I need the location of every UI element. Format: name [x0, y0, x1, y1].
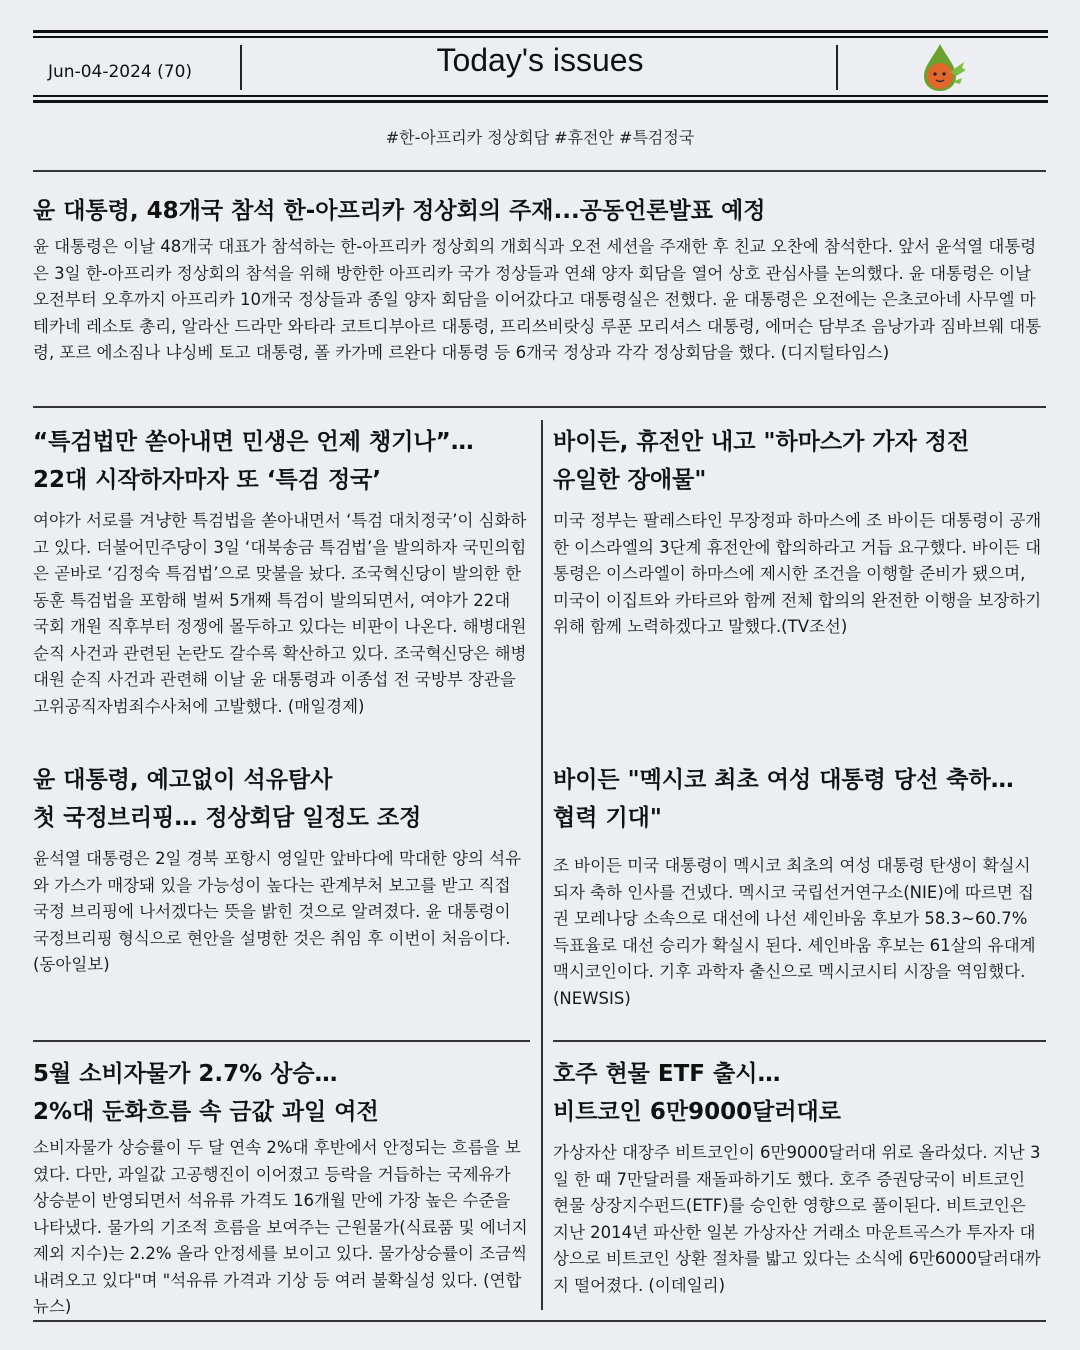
- article-special-counsel-body: 여야가 서로를 겨냥한 특검법을 쏟아내면서 ‘특검 대치정국’이 심화하고 있다. 더불어민주당이 3일 ‘대북송금 특검법’을 발의하자 국민의힘은 곧바로 ‘김정숙 특검법’으로 맞불을 놨다. 조국혁신당이 발의한 한동훈 특검법을 포함해 벌써 5개째 특검이 발의되면서, 여야가 22대 국회 개원 직후부터 정쟁에 몰두하고 있다는 비판이 나온다. 해병대원 순직 사건과 관련된 논란도 갈수록 확산하고 있다. 조국혁신당은 해병대원 순직 사건과 관련해 이날 윤 대통령과 이종섭 전 국방부 장관을 고위공직자범죄수사처에 고발했다. (매일경제): [33, 511, 527, 716]
- article-special-counsel-title-1: “특검법만 쏟아내면 민생은 언제 챙기나”…: [33, 429, 474, 455]
- article-mexico-president: [553, 761, 1046, 1012]
- lead-article-title: 윤 대통령, 48개국 참석 한-아프리카 정상회의 주재...공동언론발표 예정: [33, 198, 766, 224]
- top-rule-thin: [33, 36, 1048, 38]
- header-bottom-rule-thin: [33, 95, 1048, 97]
- article-consumer-prices-title-2: 2%대 둔화흐름 속 금값 과일 여전: [33, 1099, 379, 1125]
- lead-article: [33, 192, 1046, 367]
- left-mid-rule: [33, 1040, 530, 1042]
- article-consumer-prices-body: 소비자물가 상승률이 두 달 연속 2%대 후반에서 안정되는 흐름을 보였다. 다만, 과일값 고공행진이 이어졌고 등락을 거듭하는 국제유가 상승분이 반영되면서 석유류 가격도 16개월 만에 가장 높은 수준을 나타냈다. 물가의 기조적 흐름을 보여주는 근원물가(식료품 및 에너지 제외 지수)는 2.2% 올라 안정세를 보이고 있다. 물가상승률이 조금씩 내려오고 있다"며 "석유류 가격과 기상 등 여러 불확실성 있다. (연합뉴스): [33, 1138, 528, 1316]
- article-mexico-president-title-1: 바이든 "멕시코 최초 여성 대통령 당선 축하…: [553, 767, 1014, 793]
- article-bitcoin-etf-title-2: 비트코인 6만9000달러대로: [553, 1099, 841, 1125]
- issue-date: Jun-04-2024 (70): [48, 62, 193, 82]
- article-bitcoin-etf: [553, 1055, 1046, 1299]
- article-mexico-president-title-2: 협력 기대": [553, 805, 662, 831]
- article-ceasefire-title-1: 바이든, 휴전안 내고 "하마스가 가자 정전: [553, 429, 970, 455]
- article-mexico-president-body: 조 바이든 미국 대통령이 멕시코 최초의 여성 대통령 탄생이 확실시되자 축하 인사를 건넸다. 멕시코 국립선거연구소(NIE)에 따르면 집권 모레나당 소속으로 대선에 나선 셰인바움 후보가 58.3~60.7% 득표율로 대선 승리가 확실시 된다. 셰인바움 후보는 61살의 유대계 맥시코인이다. 기후 과학자 출신으로 멕시코시티 시장을 역임했다. (NEWSIS): [553, 856, 1036, 1008]
- lead-article-body: 윤 대통령은 이날 48개국 대표가 참석하는 한-아프리카 정상회의 개회식과 오전 세션을 주재한 후 친교 오찬에 참석한다. 앞서 윤석열 대통령은 3일 한-아프리카 정상회의 참석을 위해 방한한 아프리카 국가 정상들과 연쇄 양자 회담을 열어 상호 관심사를 논의했다. 윤 대통령은 이날 오전부터 오후까지 아프리카 10개국 정상들과 종일 양자 회담을 이어갔다고 대통령실은 전했다. 윤 대통령은 오전에는 은초코아네 사무엘 마테카네 레소토 총리, 알라산 드라만 와타라 코트디부아르 대통령, 프리쓰비랏싱 루푼 모리셔스 대통령, 에머슨 담부조 음낭가과 짐바브웨 대통령, 포르 에소짐나 냐싱베 토고 대통령, 폴 카가메 르완다 대통령 등 6개국 정상과 각각 정상회담을 했다. (디지털타임스): [33, 237, 1042, 362]
- header-bottom-rule-thick: [33, 100, 1048, 103]
- green-drop-character-icon: [918, 42, 968, 92]
- article-oil-exploration-body: 윤석열 대통령은 2일 경북 포항시 영일만 앞바다에 막대한 양의 석유와 가스가 매장돼 있을 가능성이 높다는 관계부처 보고를 받고 직접 국정 브리핑에 나서겠다는 뜻을 밝힌 것으로 알려졌다. 윤 대통령이 국정브리핑 형식으로 현안을 설명한 것은 취임 후 이번이 처음이다. (동아일보): [33, 849, 522, 974]
- article-oil-exploration: [33, 761, 530, 979]
- column-divider: [541, 420, 543, 1310]
- page-title: Today's issues: [436, 42, 644, 78]
- article-special-counsel-title-2: 22대 시작하자마자 또 ‘특검 정국’: [33, 467, 382, 493]
- article-bitcoin-etf-title-1: 호주 현물 ETF 출시…: [553, 1061, 781, 1087]
- article-consumer-prices-title-1: 5월 소비자물가 2.7% 상승…: [33, 1061, 338, 1087]
- bottom-rule: [33, 1320, 1046, 1322]
- header-divider-right: [836, 45, 838, 90]
- article-ceasefire-title-2: 유일한 장애물": [553, 467, 707, 493]
- article-oil-exploration-title-1: 윤 대통령, 예고없이 석유탐사: [33, 767, 333, 793]
- hashtags: #한-아프리카 정상회담 #휴전안 #특검정국: [385, 128, 695, 147]
- article-ceasefire: [553, 423, 1046, 641]
- tags-bottom-rule: [33, 170, 1046, 172]
- article-bitcoin-etf-body: 가상자산 대장주 비트코인이 6만9000달러대 위로 올라섰다. 지난 3일 한 때 7만달러를 재돌파하기도 했다. 호주 증권당국이 비트코인 현물 상장지수펀드(ETF)를 승인한 영향으로 풀이된다. 비트코인은 지난 2014년 파산한 일본 가상자산 거래소 마운트곡스가 투자자 대상으로 비트코인 상환 절차를 밟고 있다는 소식에 6만6000달러대까지 떨어졌다. (이데일리): [553, 1143, 1041, 1295]
- article-special-counsel: [33, 423, 530, 720]
- article-consumer-prices: [33, 1055, 530, 1321]
- top-rule-thick: [33, 30, 1048, 33]
- lead-bottom-rule: [33, 406, 1046, 408]
- article-ceasefire-body: 미국 정부는 팔레스타인 무장정파 하마스에 조 바이든 대통령이 공개한 이스라엘의 3단계 휴전안에 합의하라고 거듭 요구했다. 바이든 대통령은 이스라엘이 하마스에 제시한 조건을 이행할 준비가 됐으며, 미국이 이집트와 카타르와 함께 전체 합의의 완전한 이행을 보장하기 위해 함께 노력하겠다고 말했다.(TV조선): [553, 511, 1042, 636]
- right-mid-rule: [553, 1040, 1046, 1042]
- article-oil-exploration-title-2: 첫 국정브리핑… 정상회담 일정도 조정: [33, 805, 422, 831]
